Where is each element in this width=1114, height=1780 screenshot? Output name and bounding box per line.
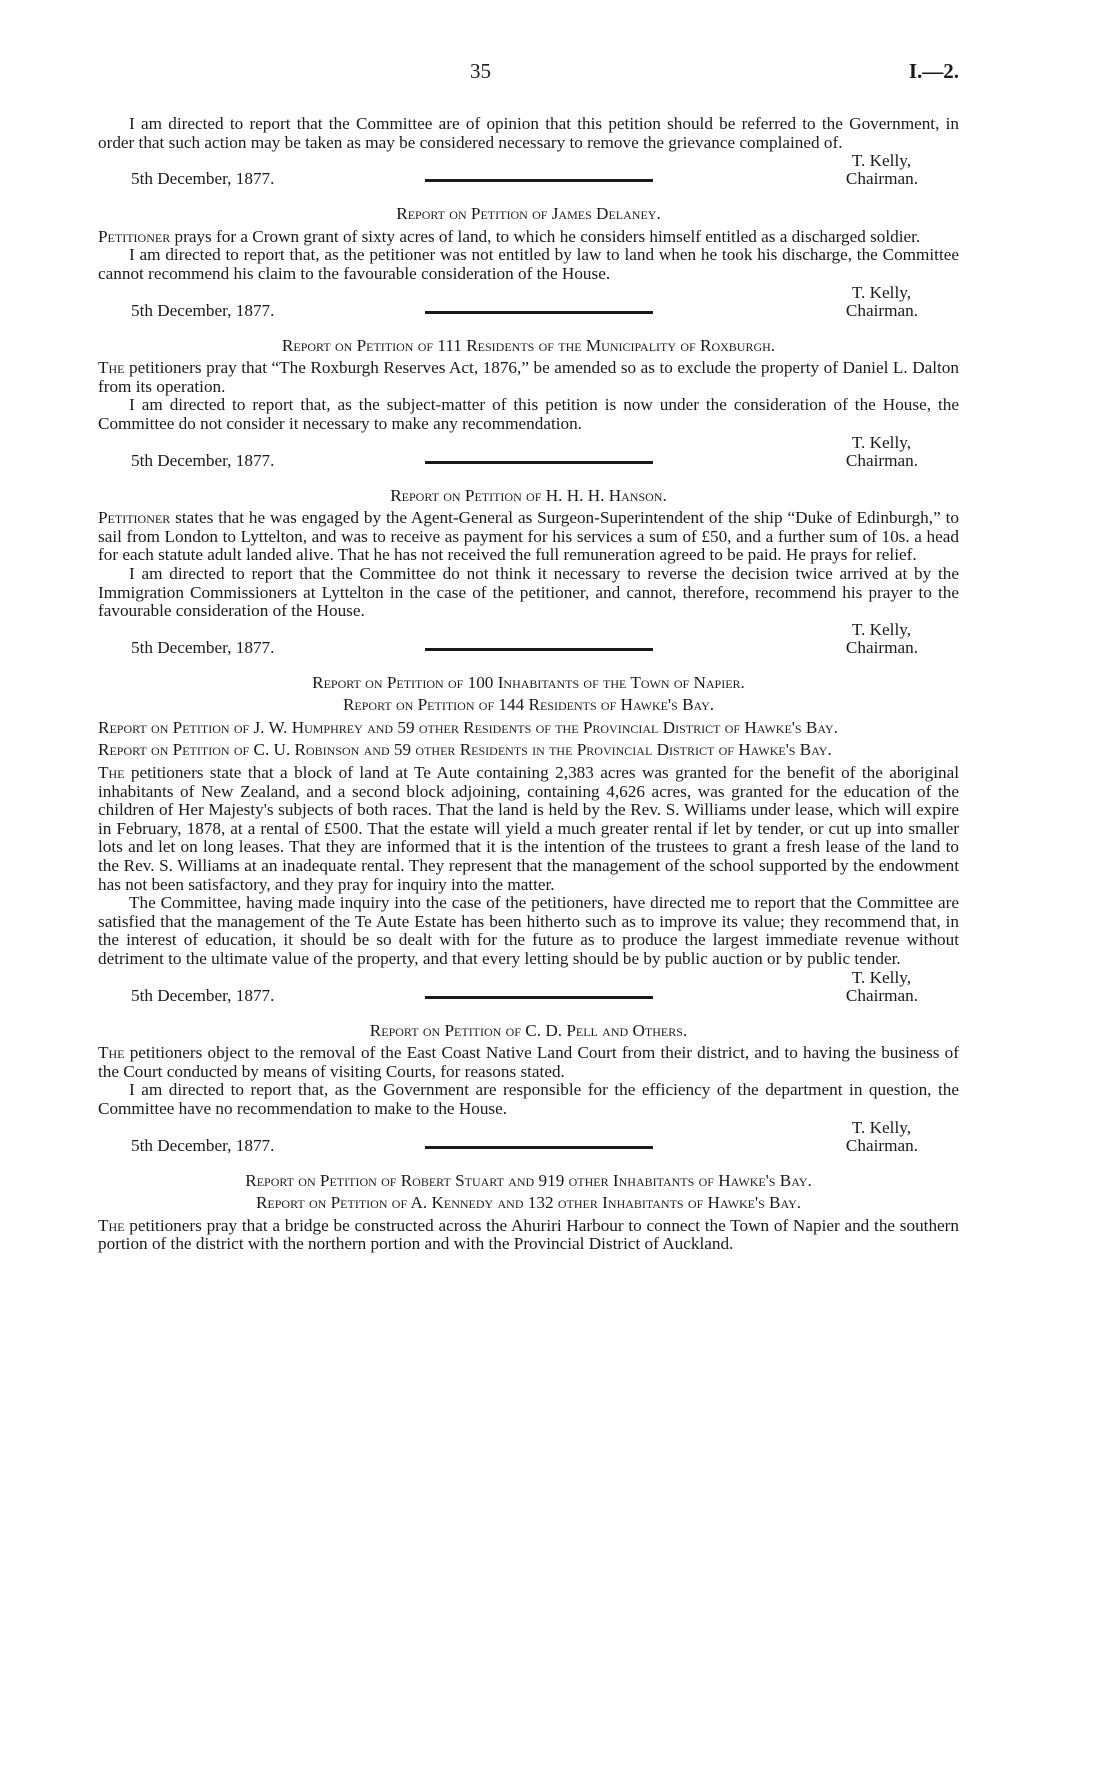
signature-block bbox=[98, 434, 959, 470]
signatory-name: T. Kelly, bbox=[851, 151, 911, 171]
paragraph-lead-word: The bbox=[98, 358, 125, 378]
paragraph-text: I am directed to report that, as the subject-matter of this petition is now under the consideration of the House, the Committee do not consider it necessary to make any recommendation. bbox=[98, 395, 959, 433]
paragraph-text: petitioners pray that “The Roxburgh Reserves Act, 1876,” be amended so as to exclude the property of Daniel L. Dalton from its operation. bbox=[98, 358, 959, 396]
report-section bbox=[98, 674, 959, 1008]
signatory-role: Chairman. bbox=[845, 637, 918, 657]
signatory-role: Chairman. bbox=[845, 985, 918, 1005]
report-paragraph bbox=[98, 894, 959, 968]
report-section bbox=[98, 1172, 959, 1254]
signatory-name: T. Kelly, bbox=[851, 967, 911, 987]
report-paragraph bbox=[98, 1081, 959, 1118]
section-divider bbox=[425, 461, 653, 464]
paragraph-lead-word: The bbox=[98, 1043, 125, 1063]
signature-block bbox=[98, 969, 959, 1005]
signature-block bbox=[98, 1119, 959, 1155]
report-date: 5th December, 1877. bbox=[131, 450, 275, 470]
signatory-role: Chairman. bbox=[845, 300, 918, 320]
report-date: 5th December, 1877. bbox=[131, 985, 275, 1005]
report-paragraph bbox=[98, 115, 959, 152]
paragraph-text: petitioners state that a block of land at Te Aute containing 2,383 acres was granted for the benefit of the aboriginal inhabitants of New Zealand, and a second block adjoining, containing 4,626 acres, was granted for the education of the children of Her Majesty's subjects of both races. That the land is held by the Rev. S. Williams under lease, which will expire in February, 1878, at a rental of £500. That the estate will yield a much greater rental if let by tender, or cut up into smaller lots and let on long leases. That they are informed that it is the intention of the trustees to grant a fresh lease of the land to the Rev. S. Williams at an inadequate rental. They represent that the management of the school supported by the endowment has not been satisfactory, and they pray for inquiry into the matter. bbox=[98, 763, 959, 894]
paragraph-text: The Committee, having made inquiry into the case of the petitioners, have directed me to report that the Committee are satisfied that the management of the Te Aute Estate has been hitherto such as to improve its value; they recommend that, in the interest of education, it should be so dealt with for the future as to produce the largest immediate revenue without detriment to the ultimate value of the property, and that every letting should be by public auction or by public tender. bbox=[98, 893, 959, 968]
report-date: 5th December, 1877. bbox=[131, 1135, 275, 1155]
paragraph-text: I am directed to report that the Committee do not think it necessary to reverse the decision twice arrived at by the Immigration Commissioners at Lyttelton in the case of the petitioner, and cannot, therefore, recommend his prayer to the favourable consideration of the House. bbox=[98, 563, 959, 621]
report-title: Report on Petition of C. D. Pell and Others. bbox=[369, 1020, 688, 1040]
section-divider bbox=[425, 1146, 653, 1149]
page-header bbox=[0, 59, 1114, 88]
paragraph-lead-word: Petitioner bbox=[98, 226, 171, 246]
report-section bbox=[98, 115, 959, 191]
report-title: Report on Petition of 111 Residents of the Municipality of Roxburgh. bbox=[281, 335, 776, 355]
paragraph-text: petitioners object to the removal of the East Coast Native Land Court from their district, and to having the business of the Court conducted by means of visiting Courts, for reasons stated. bbox=[98, 1043, 959, 1081]
report-paragraph bbox=[98, 1217, 959, 1254]
paragraph-text: I am directed to report that, as the Government are responsible for the efficiency of the department in question, the Committee have no recommendation to make to the House. bbox=[98, 1080, 959, 1118]
paragraph-text: petitioners pray that a bridge be constructed across the Ahuriri Harbour to connect the Town of Napier and the southern portion of the district with the northern portion and with the Provincial District of Auckland. bbox=[98, 1215, 959, 1254]
paragraph-text: states that he was engaged by the Agent-General as Surgeon-Superintendent of the ship “Duke of Edinburgh,” to sail from London to Lyttelton, and was to receive as payment for his services a sum of £50, and a further sum of 10s. a head for each statute adult landed alive. That he has not received the full remuneration agreed to be paid. He prays for relief. bbox=[98, 508, 959, 565]
signatory-name: T. Kelly, bbox=[851, 1117, 911, 1137]
report-paragraph bbox=[98, 764, 959, 894]
signatory-name: T. Kelly, bbox=[851, 432, 911, 452]
paragraph-text: prays for a Crown grant of sixty acres of land, to which he considers himself entitled as a discharged soldier. bbox=[170, 226, 921, 246]
report-date: 5th December, 1877. bbox=[131, 637, 275, 657]
report-title: Report on Petition of H. H. H. Hanson. bbox=[390, 485, 667, 505]
paper-series-number: I.—2. bbox=[908, 59, 959, 83]
paragraph-text: I am directed to report that the Committee are of opinion that this petition should be referred to the Government, in order that such action may be taken as may be considered necessary to remove the grievance complained of. bbox=[98, 114, 959, 152]
report-section bbox=[98, 1022, 959, 1158]
report-paragraph bbox=[98, 565, 959, 621]
report-section bbox=[98, 205, 959, 322]
report-body bbox=[98, 115, 959, 1254]
signature-block bbox=[98, 621, 959, 657]
signatory-name: T. Kelly, bbox=[851, 282, 911, 302]
report-date: 5th December, 1877. bbox=[131, 300, 275, 320]
signatory-role: Chairman. bbox=[845, 1135, 918, 1155]
report-title: Report on Petition of J. W. Humphrey and 59 other Residents of the Provincial District of Hawke's Bay. bbox=[98, 717, 838, 737]
report-title: Report on Petition of C. U. Robinson and 59 other Residents in the Provincial District of Hawke's Bay. bbox=[98, 740, 832, 760]
signatory-role: Chairman. bbox=[845, 450, 918, 470]
report-section bbox=[98, 487, 959, 660]
report-paragraph bbox=[98, 246, 959, 283]
report-title: Report on Petition of 100 Inhabitants of the Town of Napier. bbox=[312, 672, 745, 692]
report-paragraph bbox=[98, 359, 959, 396]
report-title: Report on Petition of 144 Residents of Hawke's Bay. bbox=[342, 695, 715, 715]
report-title: Report on Petition of A. Kennedy and 132 other Inhabitants of Hawke's Bay. bbox=[255, 1193, 802, 1213]
report-paragraph bbox=[98, 396, 959, 433]
paragraph-lead-word: Petitioner bbox=[98, 508, 171, 528]
paragraph-text: I am directed to report that, as the petitioner was not entitled by law to land when he took his discharge, the Committee cannot recommend his claim to the favourable consideration of the House. bbox=[98, 245, 959, 283]
report-title: Report on Petition of James Delaney. bbox=[396, 204, 661, 224]
signatory-role: Chairman. bbox=[845, 169, 918, 189]
section-divider bbox=[425, 996, 653, 999]
paragraph-lead-word: The bbox=[98, 763, 125, 783]
report-section bbox=[98, 337, 959, 473]
report-title: Report on Petition of Robert Stuart and 919 other Inhabitants of Hawke's Bay. bbox=[245, 1170, 812, 1190]
section-divider bbox=[425, 179, 653, 182]
signature-block bbox=[98, 152, 959, 188]
signatory-name: T. Kelly, bbox=[851, 619, 911, 639]
signature-block bbox=[98, 284, 959, 320]
section-divider bbox=[425, 648, 653, 651]
report-paragraph bbox=[98, 228, 959, 247]
paragraph-lead-word: The bbox=[98, 1215, 125, 1235]
report-paragraph bbox=[98, 1044, 959, 1081]
page-number: 35 bbox=[470, 59, 491, 83]
section-divider bbox=[425, 311, 653, 314]
report-paragraph bbox=[98, 509, 959, 565]
report-date: 5th December, 1877. bbox=[131, 169, 275, 189]
